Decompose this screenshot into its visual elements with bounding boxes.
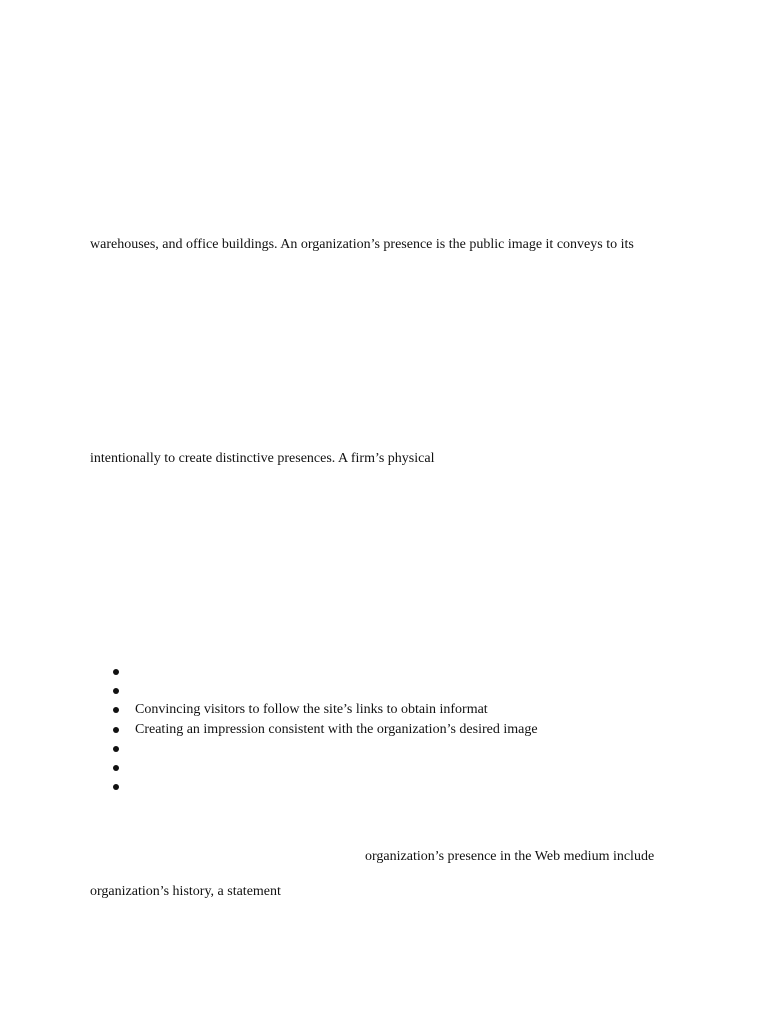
bullet-icon bbox=[113, 688, 119, 694]
bullet-icon bbox=[113, 727, 119, 733]
bullet-icon bbox=[113, 746, 119, 752]
list-item-text: Convincing visitors to follow the site’s links to obtain informat bbox=[135, 702, 488, 718]
bullet-icon bbox=[113, 707, 119, 713]
list-item bbox=[113, 720, 538, 739]
list-item bbox=[113, 777, 538, 796]
body-text-line: warehouses, and office buildings. An organization’s presence is the public image it conveys to its bbox=[90, 237, 634, 252]
body-text-line: organization’s presence in the Web medium include bbox=[365, 849, 655, 864]
list-item bbox=[113, 681, 538, 700]
bullet-list bbox=[113, 662, 538, 796]
list-item bbox=[113, 758, 538, 777]
list-item bbox=[113, 662, 538, 681]
bullet-icon bbox=[113, 669, 119, 675]
body-text-line: organization’s history, a statement bbox=[90, 884, 281, 899]
list-item-text: Creating an impression consistent with the organization’s desired image bbox=[135, 721, 538, 737]
list-item bbox=[113, 739, 538, 758]
list-item bbox=[113, 700, 538, 719]
bullet-icon bbox=[113, 784, 119, 790]
body-text-line: intentionally to create distinctive presences. A firm’s physical bbox=[90, 451, 435, 466]
bullet-icon bbox=[113, 765, 119, 771]
